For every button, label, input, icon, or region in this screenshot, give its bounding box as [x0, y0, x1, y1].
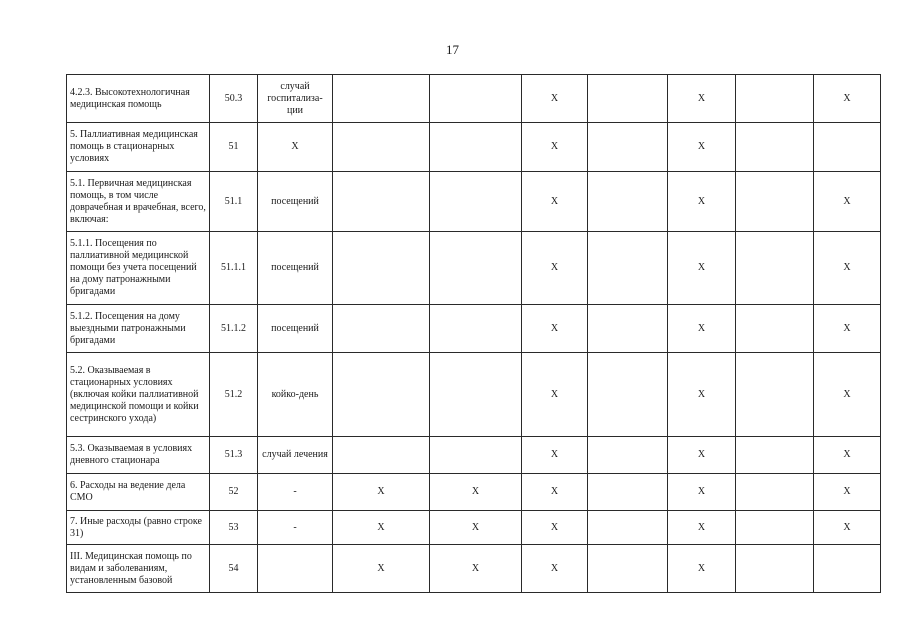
row-value-cell [588, 75, 668, 123]
row-unit-cell: посещений [258, 172, 333, 232]
row-value-cell [430, 123, 522, 172]
row-value-cell: Х [814, 232, 881, 305]
row-value-cell: Х [333, 511, 430, 545]
row-value-cell [588, 545, 668, 593]
row-name-cell: 5.1.2. Посещения на дому выездными патронажными бригадами [67, 305, 210, 353]
table-row [67, 123, 881, 172]
row-value-cell [333, 353, 430, 437]
row-value-cell [588, 305, 668, 353]
row-unit-cell: случай лечения [258, 437, 333, 474]
row-value-cell: Х [522, 474, 588, 511]
row-value-cell: Х [814, 172, 881, 232]
row-unit-cell: Х [258, 123, 333, 172]
table-row [67, 511, 881, 545]
row-unit-cell [258, 545, 333, 593]
row-value-cell: Х [814, 437, 881, 474]
row-value-cell: Х [814, 75, 881, 123]
row-value-cell [333, 232, 430, 305]
table-row [67, 545, 881, 593]
row-value-cell: Х [430, 511, 522, 545]
row-name-cell: III. Медицинская помощь по видам и заболеваниям, установленным базовой [67, 545, 210, 593]
row-unit-cell: - [258, 511, 333, 545]
row-value-cell [588, 474, 668, 511]
table-row [67, 232, 881, 305]
row-value-cell: Х [522, 232, 588, 305]
row-value-cell: Х [814, 474, 881, 511]
row-value-cell: Х [668, 172, 736, 232]
row-value-cell [430, 232, 522, 305]
table-row [67, 353, 881, 437]
row-value-cell: Х [668, 545, 736, 593]
table-row [67, 172, 881, 232]
row-value-cell [736, 511, 814, 545]
row-value-cell: Х [668, 437, 736, 474]
row-value-cell: Х [668, 474, 736, 511]
row-value-cell [588, 437, 668, 474]
row-value-cell: Х [522, 353, 588, 437]
row-value-cell: Х [522, 545, 588, 593]
row-value-cell: Х [668, 75, 736, 123]
row-name-cell: 4.2.3. Высокотехнологичная медицинская помощь [67, 75, 210, 123]
row-value-cell [736, 437, 814, 474]
row-name-cell: 5.1. Первичная медицинская помощь, в том числе доврачебная и врачебная, всего, включая: [67, 172, 210, 232]
row-code-cell: 50.3 [210, 75, 258, 123]
row-value-cell: Х [522, 511, 588, 545]
row-code-cell: 54 [210, 545, 258, 593]
row-value-cell: Х [814, 511, 881, 545]
row-value-cell: Х [522, 123, 588, 172]
row-value-cell: Х [430, 474, 522, 511]
row-name-cell: 5.3. Оказываемая в условиях дневного стационара [67, 437, 210, 474]
row-value-cell [333, 437, 430, 474]
row-value-cell: Х [333, 545, 430, 593]
row-code-cell: 51.1 [210, 172, 258, 232]
row-value-cell [736, 545, 814, 593]
row-code-cell: 51.1.1 [210, 232, 258, 305]
row-value-cell [814, 545, 881, 593]
row-value-cell: Х [522, 75, 588, 123]
row-value-cell: Х [668, 232, 736, 305]
row-name-cell: 6. Расходы на ведение дела СМО [67, 474, 210, 511]
row-unit-cell: посещений [258, 232, 333, 305]
row-unit-cell: случай госпитализа-ции [258, 75, 333, 123]
row-value-cell: Х [668, 305, 736, 353]
row-value-cell [333, 172, 430, 232]
row-value-cell [430, 437, 522, 474]
row-value-cell [430, 305, 522, 353]
row-value-cell [736, 75, 814, 123]
row-code-cell: 51.2 [210, 353, 258, 437]
row-value-cell: Х [814, 305, 881, 353]
row-unit-cell: посещений [258, 305, 333, 353]
table-row [67, 305, 881, 353]
table-row [67, 474, 881, 511]
row-value-cell: Х [522, 305, 588, 353]
row-name-cell: 5.1.1. Посещения по паллиативной медицинской помощи без учета посещений на дому патронажными бригадами [67, 232, 210, 305]
row-value-cell [430, 353, 522, 437]
row-code-cell: 53 [210, 511, 258, 545]
row-value-cell [333, 305, 430, 353]
row-value-cell [430, 75, 522, 123]
row-code-cell: 51.1.2 [210, 305, 258, 353]
row-value-cell: Х [522, 437, 588, 474]
row-unit-cell: - [258, 474, 333, 511]
financing-table [66, 74, 881, 593]
row-value-cell [736, 353, 814, 437]
row-code-cell: 51.3 [210, 437, 258, 474]
row-value-cell [588, 123, 668, 172]
row-value-cell: Х [668, 123, 736, 172]
row-value-cell: Х [814, 353, 881, 437]
row-code-cell: 52 [210, 474, 258, 511]
table-row [67, 75, 881, 123]
row-name-cell: 5. Паллиативная медицинская помощь в стационарных условиях [67, 123, 210, 172]
row-name-cell: 7. Иные расходы (равно строке 31) [67, 511, 210, 545]
row-value-cell: Х [668, 511, 736, 545]
row-value-cell: Х [430, 545, 522, 593]
row-value-cell [736, 123, 814, 172]
row-value-cell: Х [333, 474, 430, 511]
row-value-cell [736, 232, 814, 305]
row-code-cell: 51 [210, 123, 258, 172]
page-number: 17 [446, 42, 459, 57]
row-value-cell [736, 474, 814, 511]
row-value-cell: Х [668, 353, 736, 437]
row-value-cell [736, 305, 814, 353]
row-value-cell [736, 172, 814, 232]
row-name-cell: 5.2. Оказываемая в стационарных условиях (включая койки паллиативной медицинской помощи и койки сестринского ухода) [67, 353, 210, 437]
row-value-cell [333, 75, 430, 123]
row-value-cell [430, 172, 522, 232]
table-body [67, 75, 881, 593]
row-value-cell [588, 511, 668, 545]
table-row [67, 437, 881, 474]
row-value-cell [588, 172, 668, 232]
row-value-cell [333, 123, 430, 172]
row-value-cell [588, 232, 668, 305]
row-value-cell [814, 123, 881, 172]
row-value-cell [588, 353, 668, 437]
row-unit-cell: койко-день [258, 353, 333, 437]
row-value-cell: Х [522, 172, 588, 232]
